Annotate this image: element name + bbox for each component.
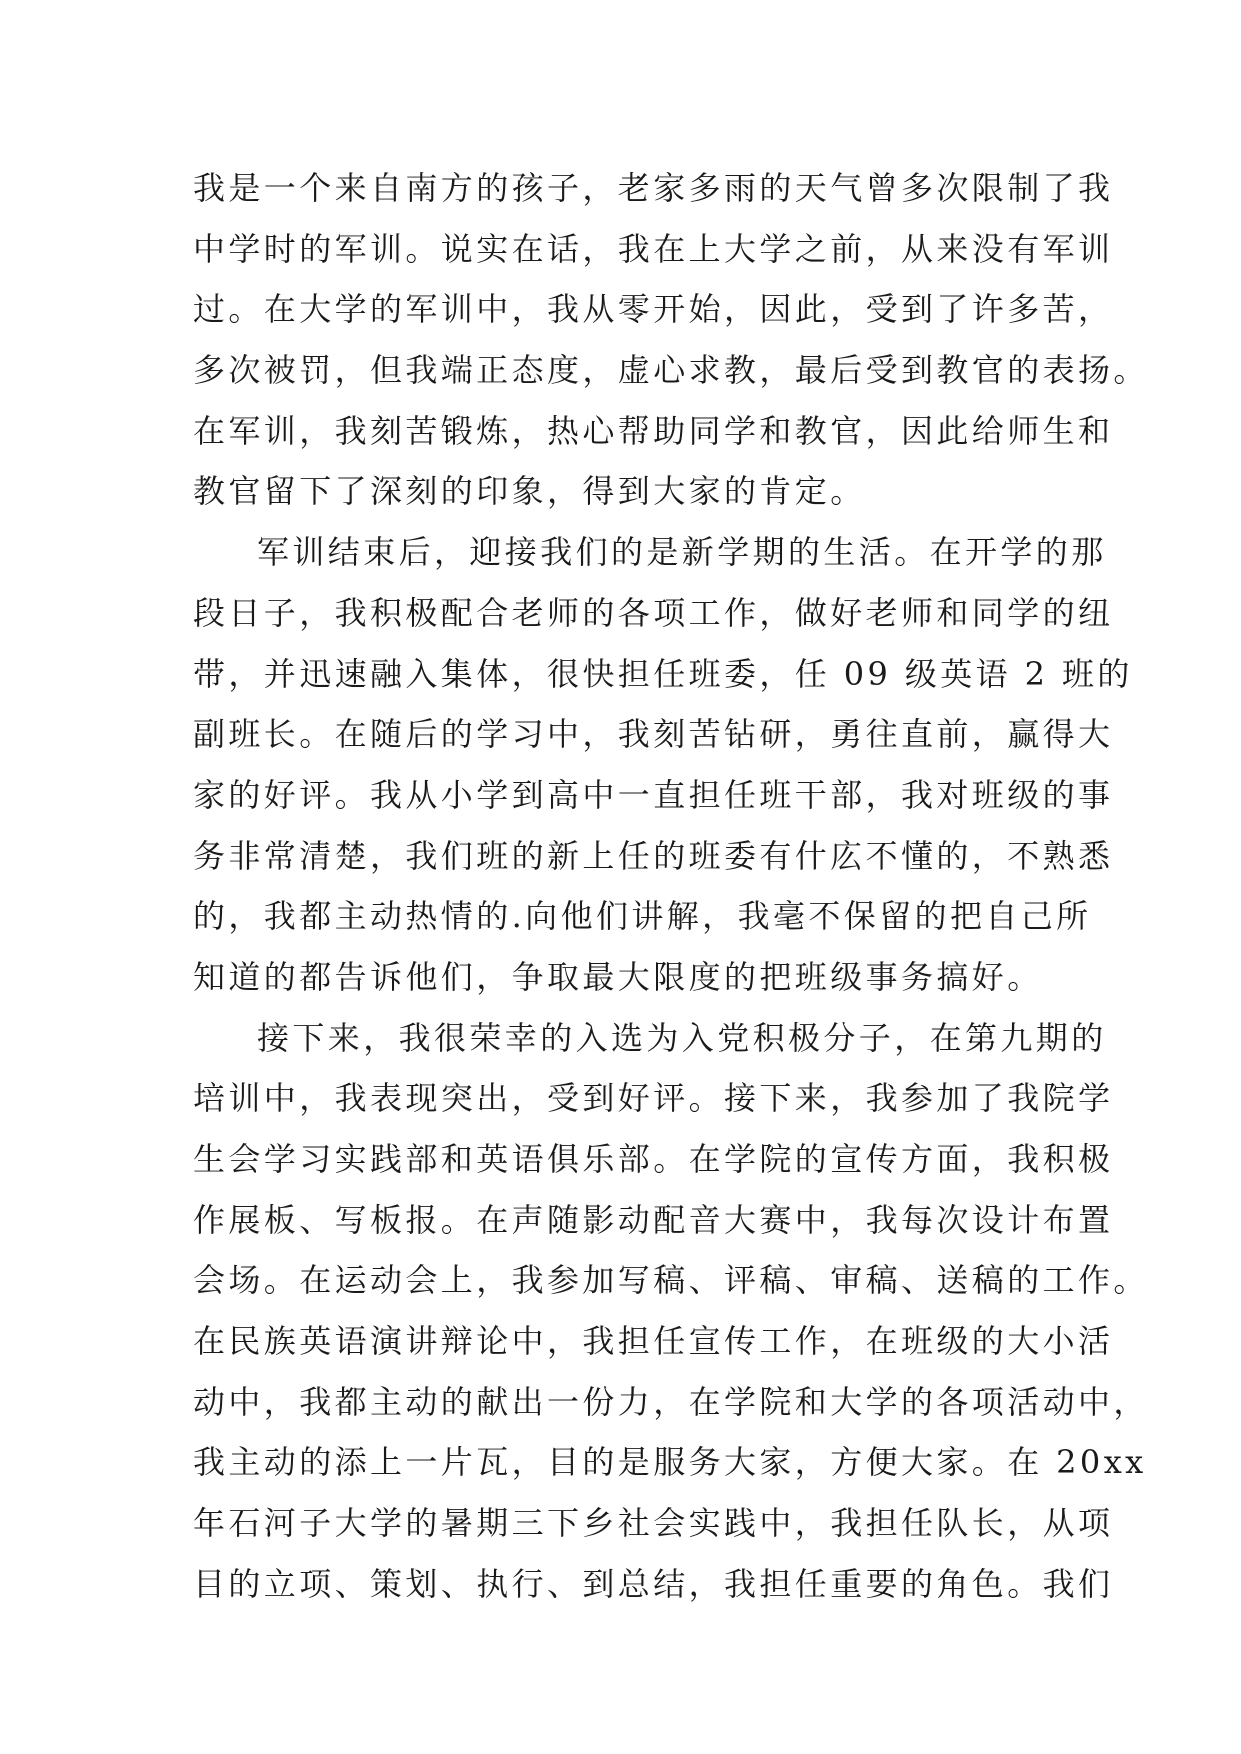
text-line: 多次被罚，但我端正态度，虚心求教，最后受到教官的表扬。 — [193, 351, 1149, 390]
text-line: 家的好评。我从小学到高中一直担任班干部，我对班级的事 — [193, 775, 1114, 814]
text-line: 生会学习实践部和英语俱乐部。在学院的宣传方面，我积极 — [193, 1140, 1114, 1178]
text-line: 务非常清楚，我们班的新上任的班委有什庅不懂的，不熟悉 — [193, 836, 1114, 875]
paragraph-2 — [193, 522, 1133, 1008]
text-line: 培训中，我表现突出，受到好评。接下来，我参加了我院学 — [193, 1079, 1114, 1118]
text-line: 接下来，我很荣幸的入选为入党积极分子，在第九期的 — [257, 1018, 1107, 1057]
text-line: 带，并迅速融入集体，很快担任班委，任 09 级英语 2 班的 — [193, 654, 1133, 693]
text-line: 目的立项、策划、执行、到总结，我担任重要的角色。我们 — [193, 1564, 1114, 1603]
text-line: 动中，我都主动的献出一份力，在学院和大学的各项活动中， — [193, 1382, 1149, 1421]
text-line: 中学时的军训。说实在话，我在上大学之前，从来没有军训 — [193, 229, 1114, 268]
paragraph-1 — [193, 158, 1149, 522]
text-line: 教官留下了深刻的印象，得到大家的肯定。 — [193, 472, 866, 511]
text-line: 段日子，我积极配合老师的各项工作，做好老师和同学的纽 — [193, 593, 1114, 632]
text-line: 我主动的添上一片瓦，目的是服务大家，方便大家。在 20xx — [193, 1443, 1147, 1482]
text-line: 在军训，我刻苦锻炼，热心帮助同学和教官，因此给师生和 — [193, 411, 1114, 450]
text-line: 副班长。在随后的学习中，我刻苦钻研，勇往直前，赢得大 — [193, 715, 1114, 754]
text-line: 知道的都告诉他们，争取最大限度的把班级事务搞好。 — [193, 957, 1043, 996]
text-line: 军训结束后，迎接我们的是新学期的生活。在开学的那 — [257, 533, 1107, 572]
text-line: 过。在大学的军训中，我从零开始，因此，受到了许多苦， — [193, 290, 1114, 329]
text-line: 我是一个来自南方的孩子，老家多雨的天气曾多次限制了我 — [193, 169, 1114, 207]
text-line: 的，我都主动热情的.向他们讲解，我毫不保留的把自己所 — [193, 897, 1092, 936]
text-line: 在民族英语演讲辩论中，我担任宣传工作，在班级的大小活 — [193, 1322, 1114, 1361]
body-text — [193, 158, 1149, 1615]
text-line: 年石河子大学的暑期三下乡社会实践中，我担任队长，从项 — [193, 1504, 1114, 1543]
paragraph-3 — [193, 1008, 1149, 1615]
text-line: 作展板、写板报。在声随影动配音大赛中，我每次设计布置 — [193, 1200, 1114, 1239]
text-line: 会场。在运动会上，我参加写稿、评稿、审稿、送稿的工作。 — [193, 1261, 1149, 1300]
